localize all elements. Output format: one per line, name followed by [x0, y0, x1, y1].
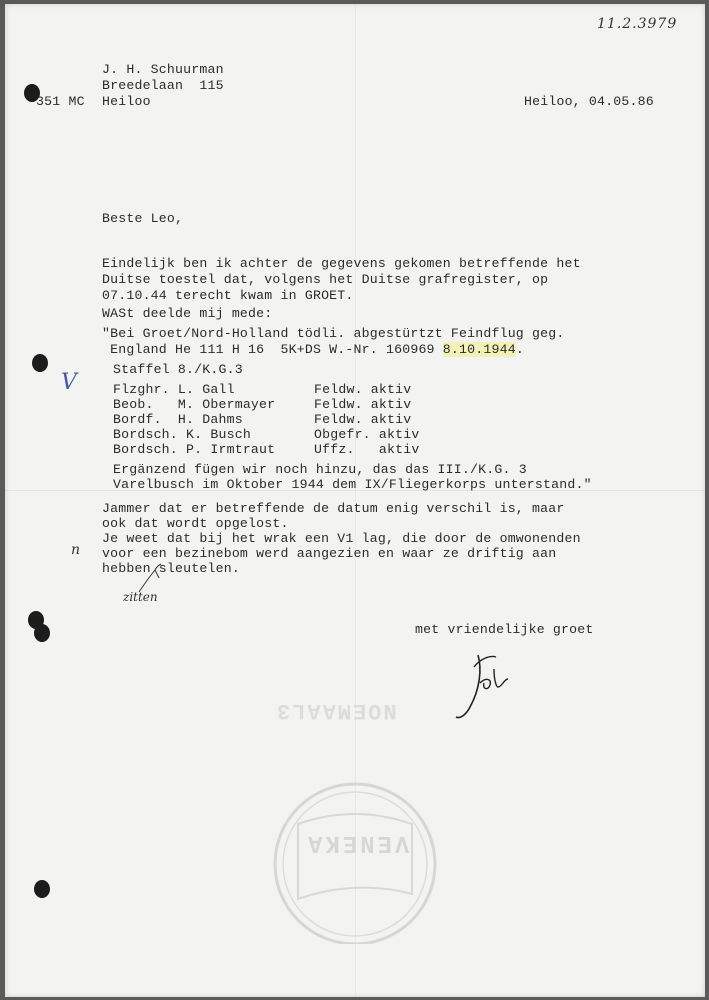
supplement-line: Varelbusch im Oktober 1944 dem IX/Fliegerkorps unterstand." — [113, 477, 592, 492]
sender-street: Breedelaan 115 — [102, 78, 224, 93]
salutation: Beste Leo, — [102, 211, 184, 226]
sender-postcode: 351 MC — [36, 94, 85, 109]
highlighted-date: 8.10.1944 — [442, 342, 516, 357]
closing: met vriendelijke groet — [415, 622, 594, 637]
stamp-seal-text: VENEKA — [305, 829, 410, 856]
punch-hole — [34, 880, 50, 898]
body-line: ook dat wordt opgelost. — [102, 516, 289, 531]
punch-hole — [32, 354, 48, 372]
crew-role: Beob. M. Obermayer — [113, 397, 276, 412]
crew-rank: Feldw. aktiv — [314, 412, 412, 427]
body-line: voor een bezinebom werd aangezien en waar ze driftig aan — [102, 546, 557, 561]
handwritten-insert: zitten — [123, 590, 158, 604]
staffel: Staffel 8./K.G.3 — [113, 362, 243, 377]
sender-city: Heiloo — [102, 94, 151, 109]
body-line: Duitse toestel dat, volgens het Duitse grafregister, op — [102, 272, 549, 287]
sender-name: J. H. Schuurman — [102, 62, 224, 77]
body-line: Je weet dat bij het wrak een V1 lag, die door de omwonenden — [102, 531, 581, 546]
crew-rank: Obgefr. aktiv — [314, 427, 420, 442]
supplement-line: Ergänzend fügen wir noch hinzu, das das III./K.G. 3 — [113, 462, 527, 477]
quote-text-end: . — [515, 342, 524, 357]
place-date: Heiloo, 04.05.86 — [524, 94, 654, 109]
quote-line — [102, 342, 524, 358]
insertion-mark-icon — [133, 560, 173, 594]
crew-role: Bordsch. K. Busch — [113, 427, 251, 442]
letter-page — [5, 4, 705, 997]
quote-text: England He 111 H 16 5K+DS W.-Nr. 160969 — [102, 342, 443, 357]
crew-rank: Uffz. aktiv — [314, 442, 420, 457]
archive-reference: 11.2.3979 — [597, 16, 678, 32]
body-line: 07.10.44 terecht kwam in GROET. — [102, 288, 354, 303]
signature — [450, 649, 520, 724]
body-line: Eindelijk ben ik achter de gegevens gekomen betreffende het — [102, 256, 581, 271]
crew-role: Bordf. H. Dahms — [113, 412, 243, 427]
stamp-text: NOEMAAL3 — [275, 698, 397, 723]
body-line: Jammer dat er betreffende de datum enig verschil is, maar — [102, 501, 565, 516]
wast-line: WASt deelde mij mede: — [102, 306, 273, 321]
crew-role: Bordsch. P. Irmtraut — [113, 442, 276, 457]
handwritten-check: V — [61, 370, 77, 395]
crew-rank: Feldw. aktiv — [314, 382, 412, 397]
quote-line: "Bei Groet/Nord-Holland tödli. abgestürtzt Feindflug geg. — [102, 326, 565, 341]
crew-role: Flzghr. L. Gall — [113, 382, 235, 397]
crew-rank: Feldw. aktiv — [314, 397, 412, 412]
punch-hole — [34, 624, 50, 642]
body-line: hebben sleutelen. — [102, 561, 240, 576]
handwritten-margin-n: n — [71, 542, 81, 558]
